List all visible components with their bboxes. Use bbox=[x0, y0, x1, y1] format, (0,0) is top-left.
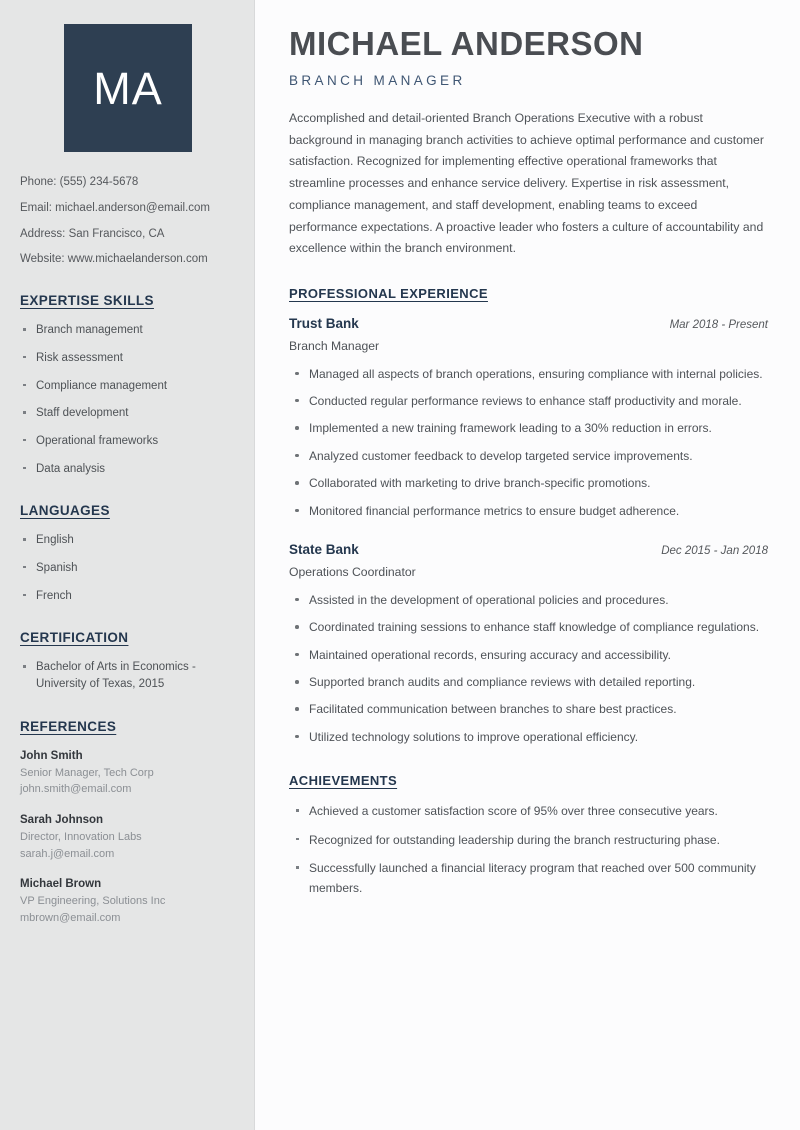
list-item: English bbox=[20, 532, 234, 549]
list-item: Spanish bbox=[20, 560, 234, 577]
section-heading-languages: LANGUAGES bbox=[20, 503, 110, 519]
contact-block bbox=[20, 176, 234, 267]
sidebar bbox=[0, 0, 255, 1130]
company-name: State Bank bbox=[289, 542, 359, 558]
job-role: Branch Manager bbox=[289, 338, 380, 353]
list-item: Managed all aspects of branch operations, ensuring compliance with internal policies. bbox=[289, 365, 768, 384]
list-item: Operational frameworks bbox=[20, 433, 234, 450]
list-item: Compliance management bbox=[20, 378, 234, 395]
avatar bbox=[64, 24, 192, 152]
reference-name: Michael Brown bbox=[20, 878, 102, 891]
achievements-list bbox=[289, 802, 768, 898]
list-item: Branch management bbox=[20, 322, 234, 339]
list-item: Coordinated training sessions to enhance staff knowledge of compliance regulations. bbox=[289, 618, 768, 637]
experience-entry bbox=[289, 315, 768, 521]
list-item: Data analysis bbox=[20, 461, 234, 478]
contact-email: Email: michael.anderson@email.com bbox=[20, 201, 210, 214]
header-job-title: BRANCH MANAGER bbox=[289, 72, 466, 88]
responsibility-list bbox=[289, 365, 768, 522]
main-content bbox=[255, 0, 800, 1130]
section-heading-professional-experience: PROFESSIONAL EXPERIENCE bbox=[289, 285, 488, 301]
company-name: Trust Bank bbox=[289, 315, 359, 331]
avatar-initials: MA bbox=[93, 62, 163, 114]
list-item: Facilitated communication between branches to share best practices. bbox=[289, 700, 768, 719]
reference-role: VP Engineering, Solutions Inc bbox=[20, 895, 166, 908]
experience-header bbox=[289, 315, 768, 333]
experience-header bbox=[289, 541, 768, 559]
section-heading-references: REFERENCES bbox=[20, 718, 117, 734]
list-item: Recognized for outstanding leadership during the branch restructuring phase. bbox=[289, 831, 768, 850]
employment-dates: Dec 2015 - Jan 2018 bbox=[661, 545, 768, 558]
list-item: Supported branch audits and compliance reviews with detailed reporting. bbox=[289, 673, 768, 692]
reference-email: mbrown@email.com bbox=[20, 911, 121, 924]
reference-email: john.smith@email.com bbox=[20, 783, 132, 796]
list-item: Bachelor of Arts in Economics - University of Texas, 2015 bbox=[20, 659, 234, 692]
page-title: MICHAEL ANDERSON bbox=[289, 25, 644, 62]
section-heading-expertise-skills: EXPERTISE SKILLS bbox=[20, 293, 154, 309]
reference-role: Senior Manager, Tech Corp bbox=[20, 766, 154, 779]
reference-name: John Smith bbox=[20, 749, 83, 762]
reference-item bbox=[20, 876, 234, 926]
skills-list bbox=[20, 322, 234, 477]
list-item: Successfully launched a financial literacy program that reached over 500 community members. bbox=[289, 859, 768, 898]
contact-website: Website: www.michaelanderson.com bbox=[20, 253, 208, 266]
professional-summary: Accomplished and detail-oriented Branch Operations Executive with a robust background in managing branch activities to achieve optimal performance and customer satisfaction. Recognized for implementing effective operational frameworks that streamline processes and enhance service delivery. Expertise in risk assessment, compliance management, and staff development, enabling teams to exceed performance expectations. A proactive leader who fosters a culture of accountability and excellence within the branch environment. bbox=[289, 110, 764, 256]
list-item: French bbox=[20, 588, 234, 605]
list-item: Analyzed customer feedback to develop targeted service improvements. bbox=[289, 447, 768, 466]
list-item: Implemented a new training framework leading to a 30% reduction in errors. bbox=[289, 419, 768, 438]
contact-phone: Phone: (555) 234-5678 bbox=[20, 176, 139, 188]
reference-role: Director, Innovation Labs bbox=[20, 831, 142, 844]
contact-address: Address: San Francisco, CA bbox=[20, 227, 165, 240]
experience-entry bbox=[289, 541, 768, 747]
responsibility-list bbox=[289, 591, 768, 748]
reference-item bbox=[20, 812, 234, 862]
list-item: Utilized technology solutions to improve operational efficiency. bbox=[289, 728, 768, 747]
languages-list bbox=[20, 532, 234, 604]
list-item: Assisted in the development of operational policies and procedures. bbox=[289, 591, 768, 610]
section-heading-achievements: ACHIEVEMENTS bbox=[289, 773, 398, 789]
list-item: Risk assessment bbox=[20, 350, 234, 367]
list-item: Maintained operational records, ensuring accuracy and accessibility. bbox=[289, 646, 768, 665]
section-heading-certification: CERTIFICATION bbox=[20, 630, 129, 646]
reference-name: Sarah Johnson bbox=[20, 813, 104, 826]
list-item: Conducted regular performance reviews to enhance staff productivity and morale. bbox=[289, 392, 768, 411]
reference-email: sarah.j@email.com bbox=[20, 847, 115, 860]
job-role: Operations Coordinator bbox=[289, 564, 416, 579]
list-item: Staff development bbox=[20, 405, 234, 422]
employment-dates: Mar 2018 - Present bbox=[669, 318, 768, 331]
certification-list bbox=[20, 659, 234, 692]
list-item: Monitored financial performance metrics to ensure budget adherence. bbox=[289, 502, 768, 521]
list-item: Achieved a customer satisfaction score of 95% over three consecutive years. bbox=[289, 802, 768, 821]
list-item: Collaborated with marketing to drive branch-specific promotions. bbox=[289, 474, 768, 493]
reference-item bbox=[20, 748, 234, 798]
